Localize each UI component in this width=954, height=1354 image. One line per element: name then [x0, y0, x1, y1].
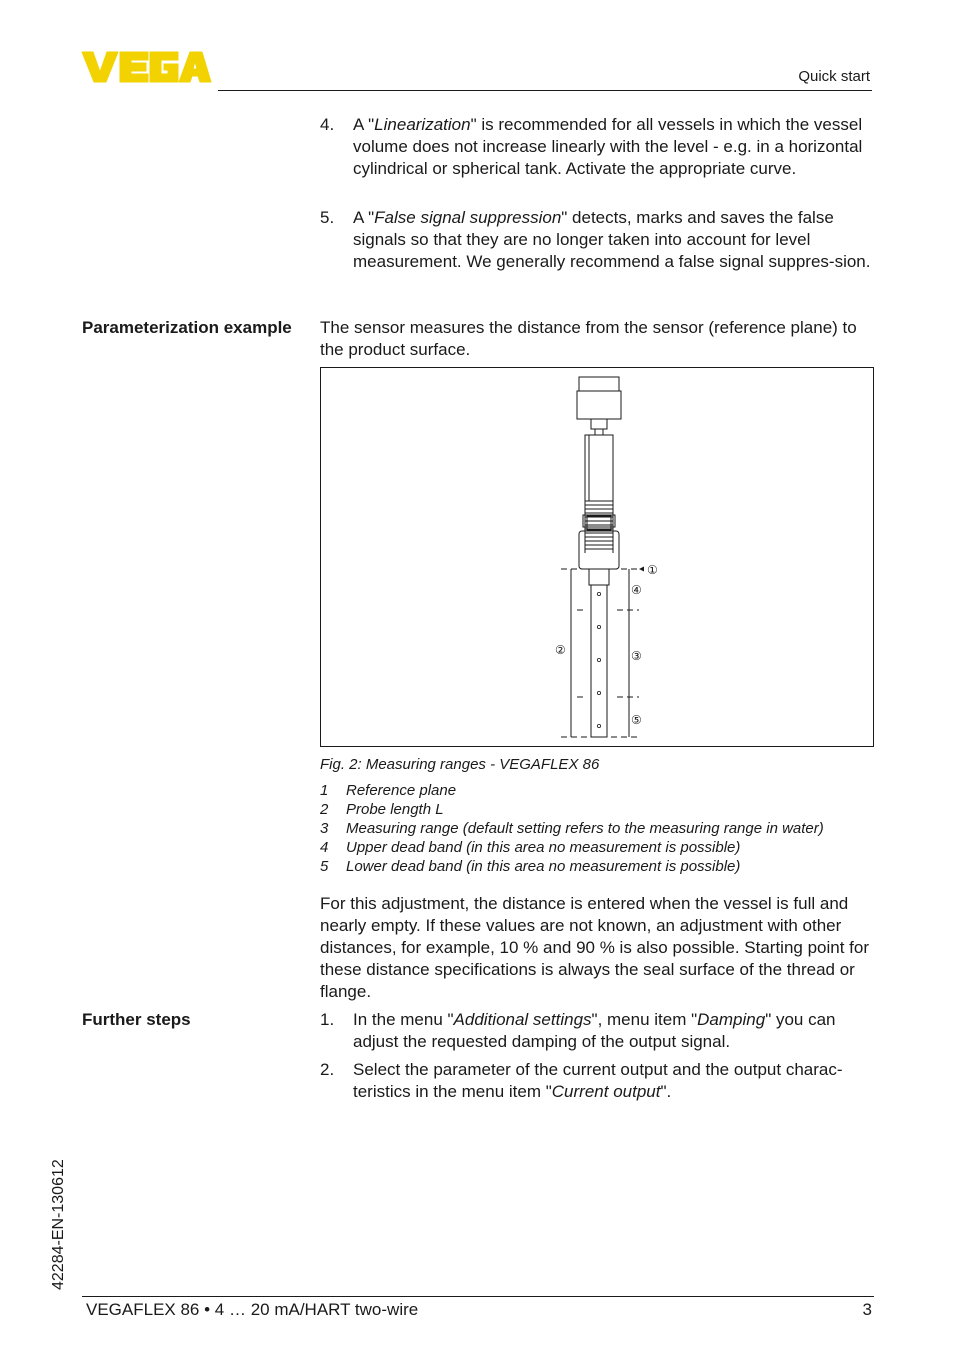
text-run: " is recommended for all vessels in which the vessel volume does not increase linearly with the level - e.g. in a horizontal cylindrical or spherical tank. Activate the appropriate curve.: [353, 115, 863, 178]
list-text: [353, 1009, 872, 1053]
legend-text: Upper dead band (in this area no measurement is possible): [346, 839, 741, 856]
probe-diagram: [321, 368, 873, 746]
menu-term: False signal suppression: [374, 208, 562, 227]
text-run: " detects, marks and saves the false signals so that they are no longer taken into account for level measurement. We generally recommend a false signal suppres-sion.: [353, 208, 871, 271]
text-run: ".: [660, 1082, 672, 1101]
list-text: [353, 207, 872, 273]
legend-item: [320, 800, 880, 819]
figure-legend: [320, 781, 880, 876]
vega-logo-graphic: [80, 50, 212, 84]
callout-1: ①: [647, 563, 658, 577]
text-run: A ": [353, 115, 375, 134]
footer-divider: [82, 1296, 874, 1297]
menu-term: Linearization: [374, 115, 471, 134]
document-number: 42284-EN-130612: [50, 1159, 67, 1290]
vega-logo: [80, 50, 212, 84]
legend-item: [320, 857, 880, 876]
list-item: [320, 207, 872, 273]
figure-caption: Fig. 2: Measuring ranges - VEGAFLEX 86: [320, 756, 600, 773]
legend-text: Measuring range (default setting refers to the measuring range in water): [346, 820, 824, 837]
legend-text: Lower dead band (in this area no measurement is possible): [346, 858, 741, 875]
document-number-vertical: [44, 1130, 84, 1300]
text-run: Select the parameter of the current output and the output charac-teristics in the menu item ": [353, 1060, 843, 1101]
header-divider: [218, 90, 872, 91]
menu-term: Current output: [551, 1082, 661, 1101]
text-run: " you can adjust the requested damping of the output signal.: [353, 1010, 836, 1051]
list-text: [353, 1059, 872, 1103]
legend-item: [320, 819, 880, 838]
legend-text: Reference plane: [346, 782, 457, 799]
page-number: 3: [862, 1300, 872, 1319]
callout-5: ⑤: [631, 713, 642, 727]
legend-text: Probe length L: [346, 801, 444, 818]
list-number: 1.: [320, 1010, 335, 1029]
callout-4: ④: [631, 583, 642, 597]
legend-number: 1: [320, 782, 329, 799]
callout-3: ③: [631, 649, 642, 663]
text-run: ", menu item ": [591, 1010, 698, 1029]
list-number: 4.: [320, 115, 335, 134]
list-number: 5.: [320, 208, 335, 227]
list-item: [320, 1009, 872, 1053]
paragraph-adjustment: For this adjustment, the distance is entered when the vessel is full and nearly empty. If these values are not known, an adjustment with other distances, for example, 10 % and 90 % is also possible. Starting point for these distance specifications is always the seal surface of the thread or flange.: [320, 894, 870, 1001]
section-title: Quick start: [798, 68, 870, 85]
list-item: [320, 1059, 872, 1103]
footer-title: VEGAFLEX 86 • 4 … 20 mA/HART two-wire: [86, 1300, 419, 1319]
list-number: 2.: [320, 1060, 335, 1079]
legend-number: 3: [320, 820, 329, 837]
list-text: [353, 114, 872, 180]
legend-item: [320, 781, 880, 800]
text-run: A ": [353, 208, 375, 227]
figure-measuring-ranges: [320, 367, 874, 747]
legend-item: [320, 838, 880, 857]
legend-number: 2: [320, 801, 329, 818]
menu-term: Damping: [697, 1010, 766, 1029]
legend-number: 5: [320, 858, 329, 875]
legend-number: 4: [320, 839, 329, 856]
callout-2: ②: [555, 643, 566, 657]
list-item: [320, 114, 872, 180]
menu-term: Additional settings: [453, 1010, 592, 1029]
paragraph-intro: The sensor measures the distance from the sensor (reference plane) to the product surface.: [320, 318, 857, 359]
text-run: In the menu ": [353, 1010, 454, 1029]
side-heading-further-steps: Further steps: [82, 1010, 191, 1029]
side-heading-parameterization: Parameterization example: [82, 318, 292, 337]
